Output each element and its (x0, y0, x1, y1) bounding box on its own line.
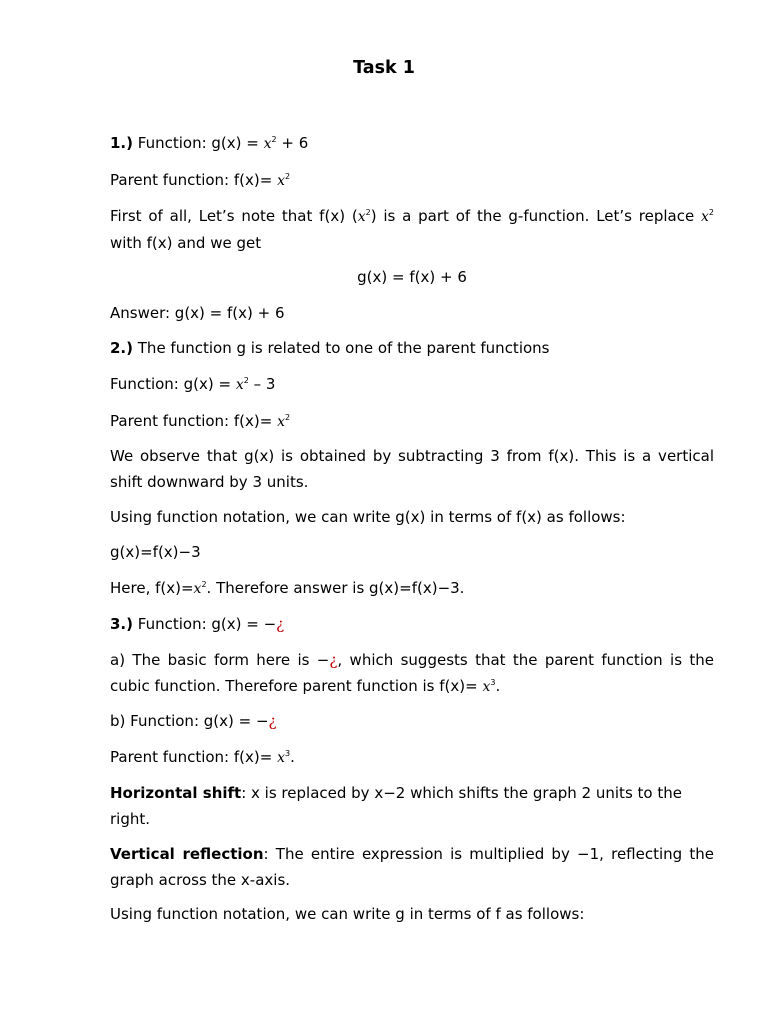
s2-using-notation: Using function notation, we can write g(x) in terms of f(x) as follows: (110, 508, 626, 526)
s1-answer: Answer: g(x) = f(x) + 6 (110, 304, 285, 322)
s2-parent-function: Parent function: $f(x)= x^2$ (110, 412, 291, 430)
s1-parent-function: Parent function: $f(x)= x^2$ (110, 171, 291, 189)
s3-function-line: 3.) Function: g(x) = −¿ (110, 615, 285, 633)
s1-function-line: 1.) Function: $g(x) = x^2 + 6$ (110, 134, 309, 152)
s2-number: 2.) (110, 339, 133, 357)
s2-equation: g(x)=f(x)−3 (110, 543, 201, 561)
s3-using-notation: Using function notation, we can write g in terms of f as follows: (110, 905, 585, 923)
s3-number: 3.) (110, 615, 133, 633)
s2-answer: Here, $f(x)=x^2$. Therefore answer is g(x)=f(x)−3. (110, 579, 465, 597)
s2-function-line: Function: $g(x) = x^2 - 3$ (110, 375, 276, 393)
page-title: Task 1 (353, 58, 415, 78)
s3-horizontal-shift: Horizontal shift: x is replaced by x−2 which shifts the graph 2 units to the right. (110, 784, 682, 828)
s2-intro: 2.) The function g is related to one of the parent functions (110, 339, 550, 357)
s3-part-b: b) Function: g(x) = −¿ (110, 712, 277, 730)
s1-note-paragraph: First of all, Let’s note that f(x) $(x^2)$ is a part of the g-function. Let’s replace $x^2$ with f(x) and we get (110, 207, 715, 252)
s1-number: 1.) (110, 134, 133, 152)
s3-part-a: a) The basic form here is −¿, which suggests that the parent function is the cubic function. Therefore parent function is $f(x)= x^3$. (110, 651, 714, 695)
s2-observation: We observe that g(x) is obtained by subtracting 3 from f(x). This is a vertical shift downward by 3 units. (110, 447, 714, 491)
s3-parent-function: Parent function: $f(x)= x^3$. (110, 748, 295, 766)
s3-vertical-reflection: Vertical reflection: The entire expression is multiplied by −1, reflecting the graph across the x-axis. (110, 845, 714, 889)
s1-equation: g(x) = f(x) + 6 (357, 268, 467, 286)
s3-missing-glyph: ¿ (276, 615, 285, 633)
